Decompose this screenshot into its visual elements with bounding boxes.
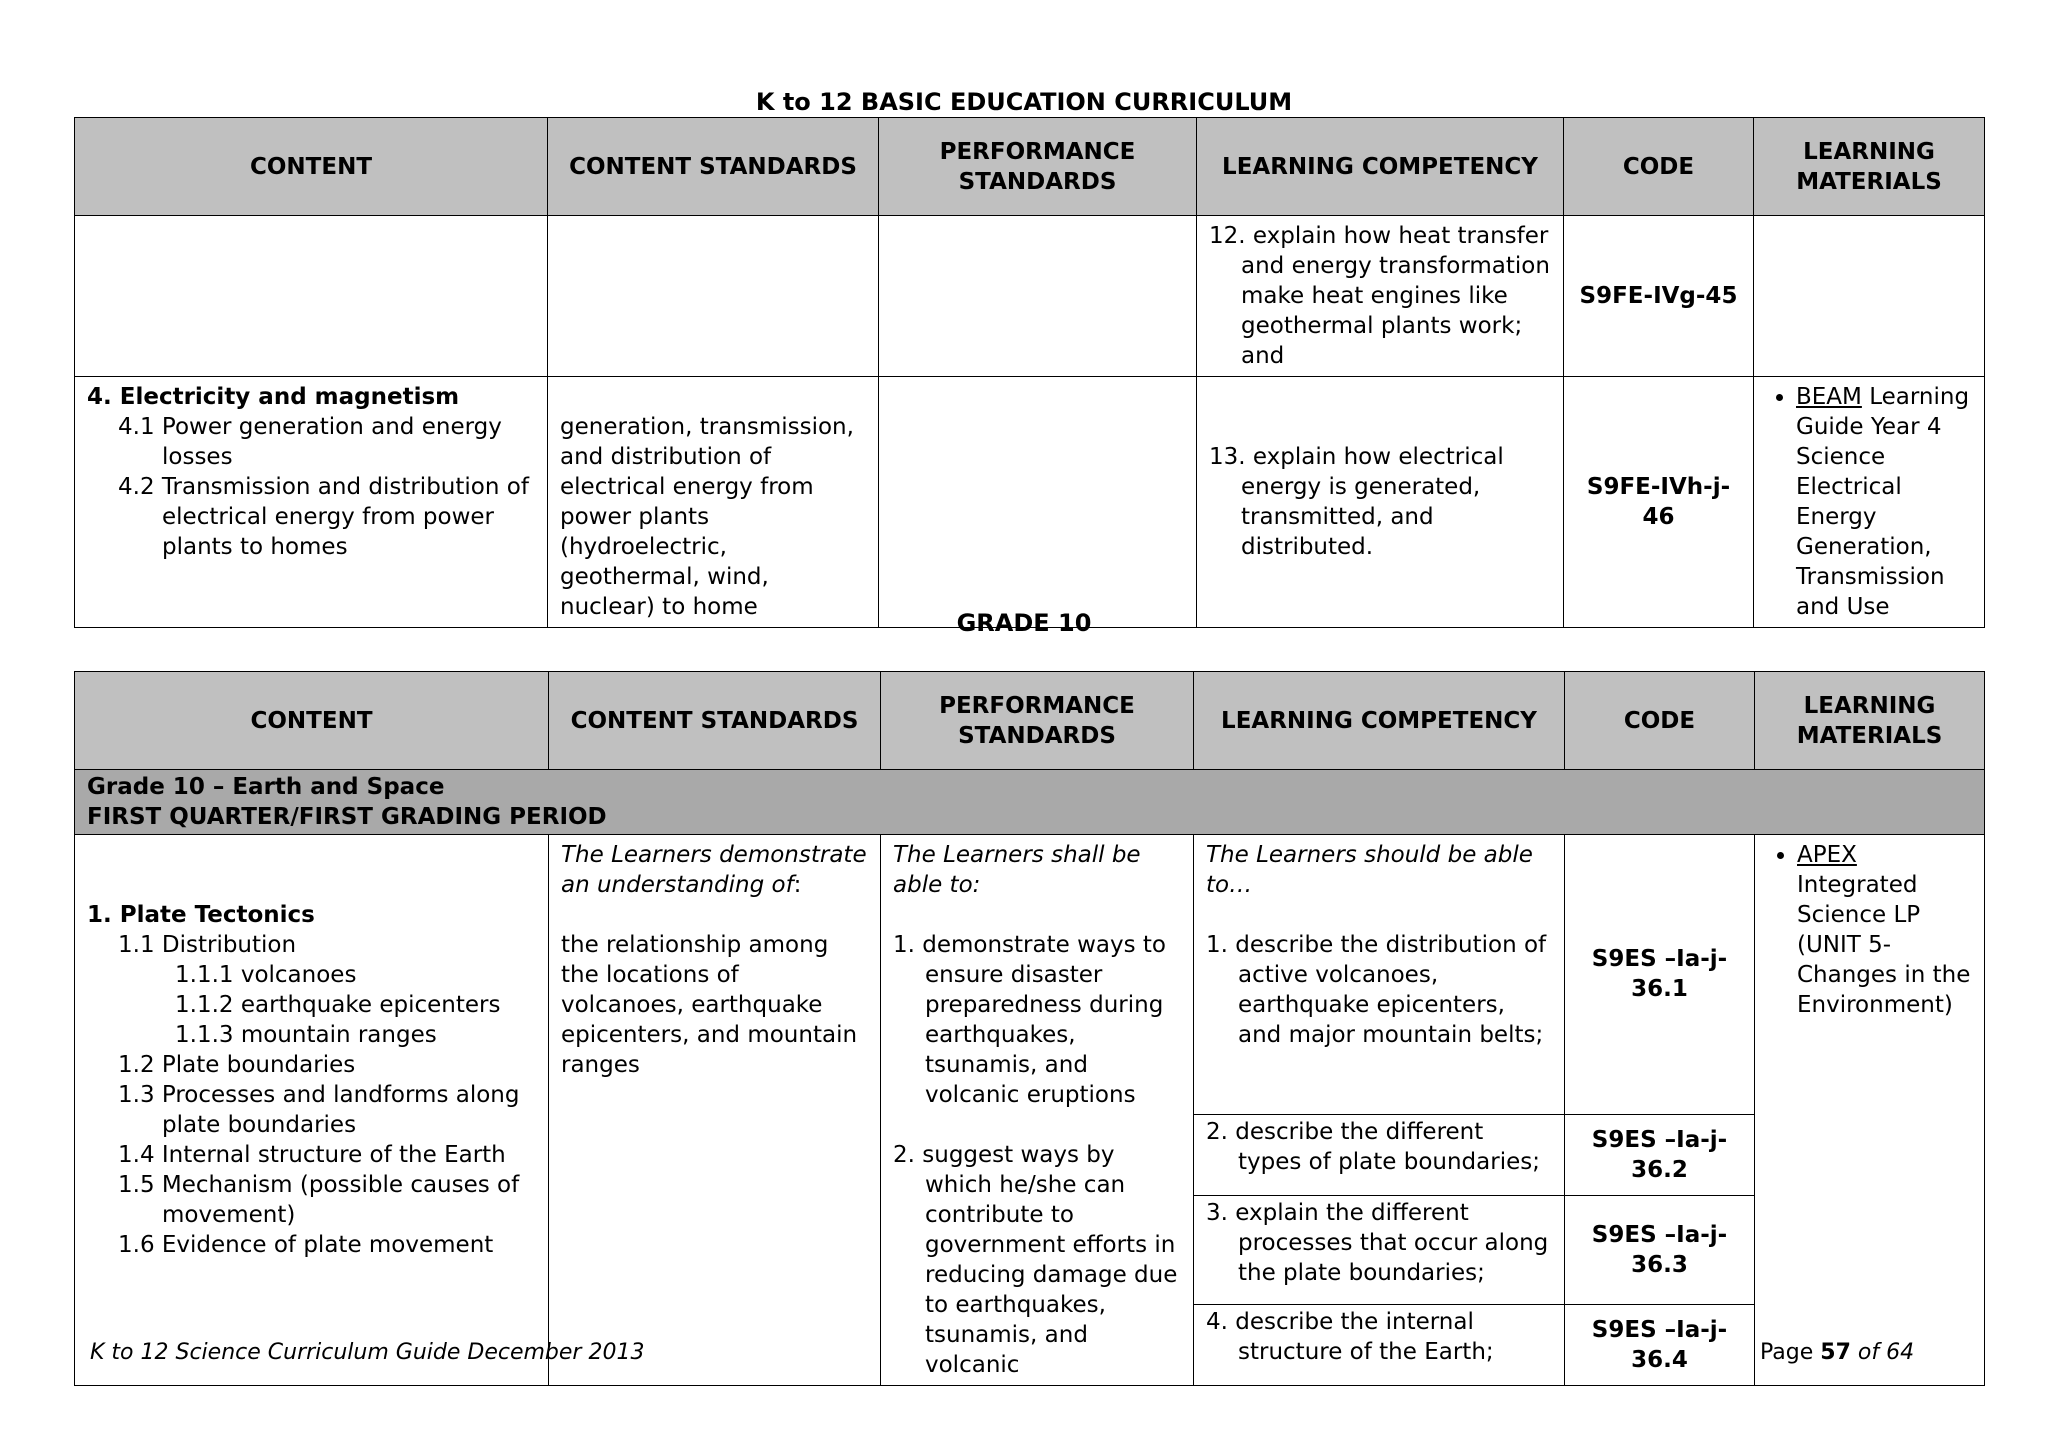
competency-cell: 12. explain how heat transfer and energy transformation make heat engines like geothermal plants work; and bbox=[1197, 216, 1564, 377]
content-cell: 1. Plate Tectonics 1.1 Distribution 1.1.1 volcanoes 1.1.2 earthquake epicenters 1.1.3 mountain ranges 1.2 Plate boundaries 1.3 Processes and landforms along plate boundaries 1.4 Internal structure of the Earth 1.5 Mechanism (possible causes of movement) 1.6 Evidence of plate movement bbox=[75, 835, 549, 1386]
competency-cell: The Learners should be able to… 1. describe the distribution of active volcanoes, earthquake epicenters, and major mountain belts; bbox=[1194, 835, 1565, 1115]
col-header-content: CONTENT bbox=[75, 118, 548, 216]
code-cell: S9ES –Ia-j-36.4 bbox=[1565, 1304, 1755, 1385]
table-row bbox=[75, 377, 1985, 628]
materials-link[interactable]: BEAM bbox=[1796, 384, 1862, 410]
table-header-row bbox=[75, 118, 1985, 216]
col-header-content: CONTENT bbox=[75, 672, 549, 770]
col-header-learning-materials: LEARNING MATERIALS bbox=[1754, 118, 1985, 216]
col-header-code: CODE bbox=[1564, 118, 1754, 216]
col-header-performance-standards: PERFORMANCE STANDARDS bbox=[879, 118, 1197, 216]
materials-link[interactable]: APEX bbox=[1797, 842, 1857, 868]
content-standard-cell: generation, transmission, and distribution of electrical energy from power plants (hydroelectric, geothermal, wind, nuclear) to home bbox=[548, 377, 879, 628]
materials-cell bbox=[1755, 835, 1985, 1386]
col-header-learning-competency: LEARNING COMPETENCY bbox=[1197, 118, 1564, 216]
col-header-performance-standards: PERFORMANCE STANDARDS bbox=[881, 672, 1194, 770]
footer-doc-title: K to 12 Science Curriculum Guide December 2013 bbox=[90, 1340, 645, 1365]
materials-item: • BEAM Learning Guide Year 4 Science Electrical Energy Generation, Transmission and Use bbox=[1796, 382, 1972, 622]
competency-cell: 4. describe the internal structure of the Earth; bbox=[1194, 1304, 1565, 1385]
competency-cell: 13. explain how electrical energy is generated, transmitted, and distributed. bbox=[1197, 377, 1564, 628]
code-cell: S9ES –Ia-j-36.3 bbox=[1565, 1195, 1755, 1304]
table-row bbox=[75, 216, 1985, 377]
materials-cell bbox=[1754, 377, 1985, 628]
code-cell: S9FE-IVh-j-46 bbox=[1564, 377, 1754, 628]
table-header-row bbox=[75, 672, 1985, 770]
content-standard-cell: The Learners demonstrate an understanding of: the relationship among the locations of volcanoes, earthquake epicenters, and mountain ranges bbox=[549, 835, 881, 1386]
page-title: K to 12 BASIC EDUCATION CURRICULUM bbox=[755, 88, 1293, 116]
col-header-learning-materials: LEARNING MATERIALS bbox=[1755, 672, 1985, 770]
curriculum-table-grade9 bbox=[74, 117, 1985, 628]
col-header-content-standards: CONTENT STANDARDS bbox=[548, 118, 879, 216]
col-header-content-standards: CONTENT STANDARDS bbox=[549, 672, 881, 770]
col-header-code: CODE bbox=[1565, 672, 1755, 770]
code-cell: S9FE-IVg-45 bbox=[1564, 216, 1754, 377]
competency-cell: 2. describe the different types of plate boundaries; bbox=[1194, 1114, 1565, 1195]
col-header-learning-competency: LEARNING COMPETENCY bbox=[1194, 672, 1565, 770]
competency-cell: 3. explain the different processes that occur along the plate boundaries; bbox=[1194, 1195, 1565, 1304]
code-cell: S9ES –Ia-j-36.2 bbox=[1565, 1114, 1755, 1195]
content-cell: 4. Electricity and magnetism 4.1 Power generation and energy losses 4.2 Transmission and distribution of electrical energy from power plants to homes bbox=[75, 377, 548, 628]
performance-standard-cell: The Learners shall be able to: 1. demonstrate ways to ensure disaster preparedness during earthquakes, tsunamis, and volcanic eruptions 2. suggest ways by which he/she can contribute to government efforts in reducing damage due to earthquakes, tsunamis, and volcanic bbox=[881, 835, 1194, 1386]
footer-page-number: Page 57 of 64 bbox=[1760, 1340, 1915, 1365]
materials-item: • APEX Integrated Science LP (UNIT 5-Changes in the Environment) bbox=[1797, 840, 1972, 1020]
code-cell: S9ES –Ia-j-36.1 bbox=[1565, 835, 1755, 1115]
curriculum-table-grade10 bbox=[74, 671, 1985, 1386]
grade-heading: GRADE 10 bbox=[956, 609, 1092, 637]
quarter-band-row: Grade 10 – Earth and Space FIRST QUARTER/FIRST GRADING PERIOD bbox=[75, 770, 1985, 835]
table-row bbox=[75, 835, 1985, 1115]
